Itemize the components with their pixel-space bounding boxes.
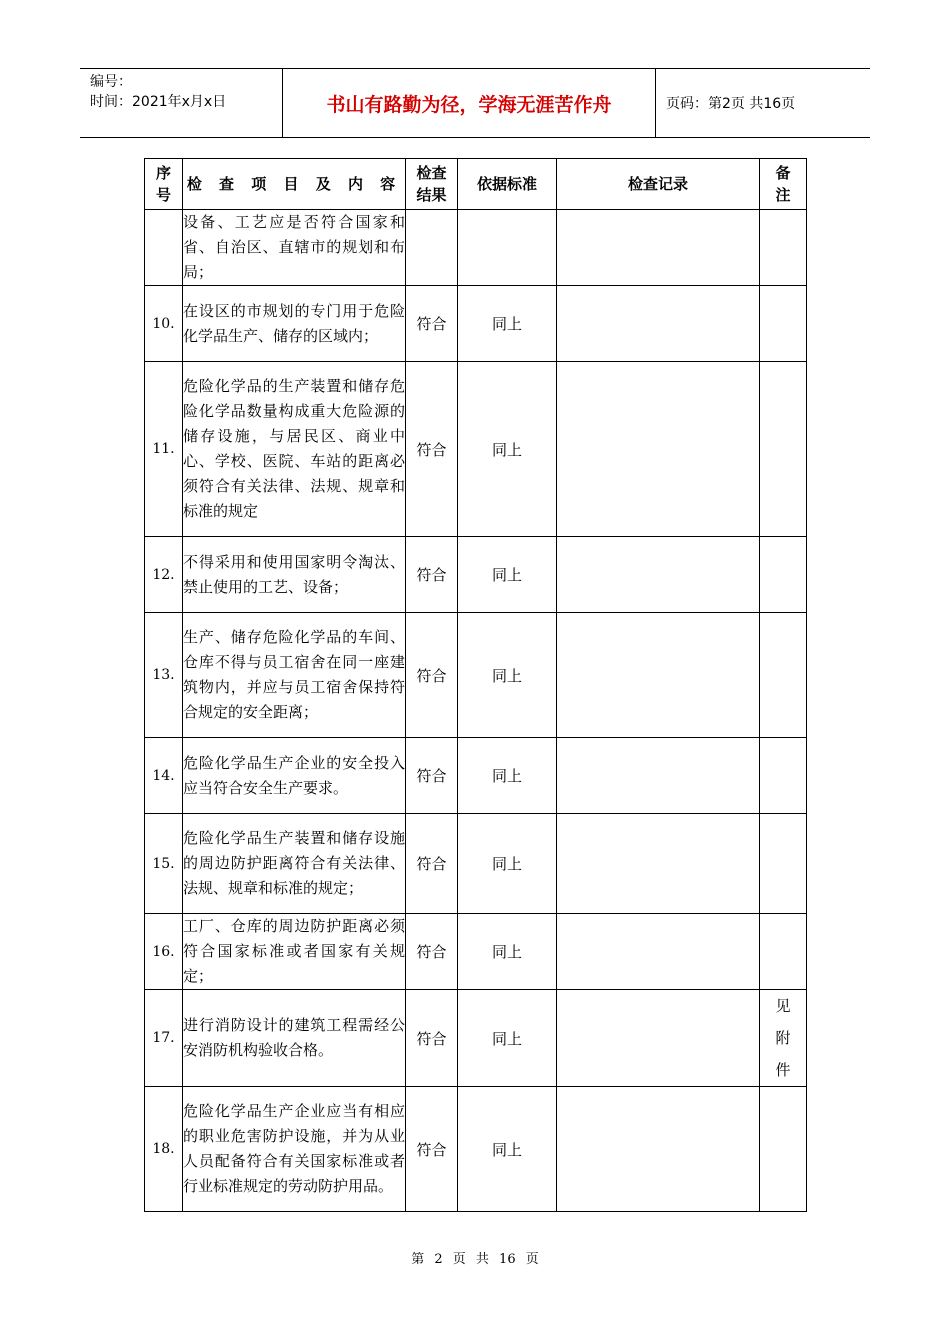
row-note [760, 613, 807, 738]
row-basis: 同上 [458, 362, 557, 537]
row-no: 15. [145, 814, 183, 914]
row-no: 11. [145, 362, 183, 537]
table-row [145, 738, 807, 814]
col-header-basis: 依据标准 [458, 159, 557, 210]
document-number: 编号： [90, 74, 132, 90]
row-content: 不得采用和使用国家明令淘汰、禁止使用的工艺、设备； [183, 537, 406, 613]
table-row [145, 286, 807, 362]
row-no: 17. [145, 990, 183, 1087]
table-row [145, 914, 807, 990]
row-note [760, 286, 807, 362]
col-header-item: 检 查 项 目 及 内 容 [183, 159, 406, 210]
row-result: 符合 [406, 613, 458, 738]
row-no: 18. [145, 1087, 183, 1212]
row-record [557, 814, 760, 914]
row-content: 在设区的市规划的专门用于危险化学品生产、储存的区域内； [183, 286, 406, 362]
row-content: 危险化学品的生产装置和储存危险化学品数量构成重大危险源的储存设施，与居民区、商业中心、学校、医院、车站的距离必须符合有关法律、法规、规章和标准的规定 [183, 362, 406, 537]
table-row [145, 990, 807, 1087]
row-result: 符合 [406, 537, 458, 613]
col-header-note-label: 备注 [775, 164, 791, 204]
row-basis: 同上 [458, 990, 557, 1087]
row-basis: 同上 [458, 814, 557, 914]
row-content: 危险化学品生产装置和储存设施的周边防护距离符合有关法律、法规、规章和标准的规定； [183, 814, 406, 914]
row-basis [458, 210, 557, 286]
row-basis: 同上 [458, 914, 557, 990]
row-content: 设备、工艺应是否符合国家和省、自治区、直辖市的规划和布局； [183, 210, 406, 286]
table-row [145, 1087, 807, 1212]
table-row [145, 210, 807, 286]
row-basis: 同上 [458, 537, 557, 613]
col-header-record: 检查记录 [557, 159, 760, 210]
row-content: 危险化学品生产企业应当有相应的职业危害防护设施，并为从业人员配备符合有关国家标准或者行业标准规定的劳动防护用品。 [183, 1087, 406, 1212]
row-note [760, 814, 807, 914]
row-basis: 同上 [458, 286, 557, 362]
col-header-no-label: 序号 [155, 164, 171, 204]
row-record [557, 286, 760, 362]
row-no [145, 210, 183, 286]
page-footer: 第 2 页 共 16 页 [411, 1252, 539, 1267]
row-result: 符合 [406, 814, 458, 914]
col-header-note [760, 159, 807, 210]
row-result: 符合 [406, 1087, 458, 1212]
row-no: 13. [145, 613, 183, 738]
row-no: 16. [145, 914, 183, 990]
row-basis: 同上 [458, 738, 557, 814]
inspection-table [144, 158, 807, 1212]
row-note [760, 1087, 807, 1212]
row-basis: 同上 [458, 1087, 557, 1212]
row-no: 12. [145, 537, 183, 613]
row-record [557, 362, 760, 537]
row-result [406, 210, 458, 286]
col-header-no [145, 159, 183, 210]
row-result: 符合 [406, 362, 458, 537]
row-note [760, 537, 807, 613]
table-row [145, 362, 807, 537]
row-no: 14. [145, 738, 183, 814]
row-note [760, 914, 807, 990]
table-header-row [145, 159, 807, 210]
header-page-info: 页码：第2页 共16页 [666, 96, 796, 112]
row-note-text: 见附件 [775, 997, 791, 1079]
table-row [145, 814, 807, 914]
row-record [557, 210, 760, 286]
row-result: 符合 [406, 738, 458, 814]
row-record [557, 613, 760, 738]
row-note [760, 990, 807, 1087]
header-motto: 书山有路勤为径，学海无涯苦作舟 [283, 69, 656, 137]
row-record [557, 537, 760, 613]
row-result: 符合 [406, 914, 458, 990]
row-no: 10. [145, 286, 183, 362]
row-note [760, 210, 807, 286]
row-result: 符合 [406, 286, 458, 362]
row-content: 生产、储存危险化学品的车间、仓库不得与员工宿舍在同一座建筑物内，并应与员工宿舍保持符合规定的安全距离； [183, 613, 406, 738]
page-header [80, 68, 870, 138]
row-record [557, 1087, 760, 1212]
row-content: 危险化学品生产企业的安全投入应当符合安全生产要求。 [183, 738, 406, 814]
document-time: 时间：2021年x月x日 [90, 94, 227, 110]
table-row [145, 537, 807, 613]
table-row [145, 613, 807, 738]
row-content: 进行消防设计的建筑工程需经公安消防机构验收合格。 [183, 990, 406, 1087]
row-result: 符合 [406, 990, 458, 1087]
col-header-result [406, 159, 458, 210]
row-basis: 同上 [458, 613, 557, 738]
header-meta [80, 69, 283, 137]
row-record [557, 990, 760, 1087]
row-record [557, 738, 760, 814]
row-note [760, 738, 807, 814]
row-content: 工厂、仓库的周边防护距离必须符合国家标准或者国家有关规定； [183, 914, 406, 990]
row-record [557, 914, 760, 990]
col-header-result-label: 检查结果 [416, 164, 447, 204]
row-note [760, 362, 807, 537]
